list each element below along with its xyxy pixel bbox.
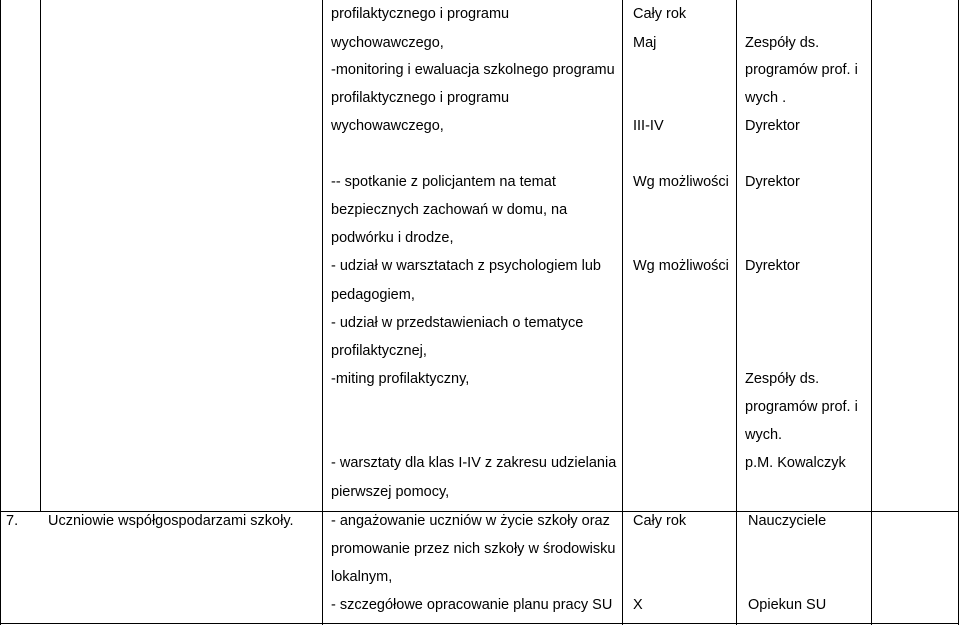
term-cell: Maj: [633, 35, 657, 51]
row-number: 7.: [6, 513, 19, 529]
responsible-cell: programów prof. i: [745, 399, 858, 415]
plan-text-line: - udział w przedstawieniach o tematyce: [331, 315, 584, 331]
responsible-cell: Dyrektor: [745, 118, 800, 134]
plan-text-line: lokalnym,: [331, 569, 393, 585]
plan-text-line: - udział w warsztatach z psychologiem lub: [331, 258, 601, 274]
plan-text-line: -- spotkanie z policjantem na temat: [331, 174, 556, 190]
term-cell: Cały rok: [633, 6, 687, 22]
table-border-col5: [871, 0, 872, 625]
task-name: Uczniowie współgospodarzami szkoły.: [48, 513, 294, 529]
plan-text-line: profilaktycznej,: [331, 343, 427, 359]
plan-text-line: -monitoring i ewaluacja szkolnego programu: [331, 62, 615, 78]
plan-text-line: promowanie przez nich szkoły w środowisku: [331, 541, 616, 557]
plan-text-line: - warsztaty dla klas I-IV z zakresu udzielania: [331, 455, 617, 471]
plan-text-line: profilaktycznego i programu: [331, 6, 510, 22]
plan-text-line: podwórku i drodze,: [331, 230, 454, 246]
plan-text-line: -miting profilaktyczny,: [331, 371, 470, 387]
term-cell: X: [633, 597, 643, 613]
term-cell: III-IV: [633, 118, 664, 134]
responsible-cell: wych .: [745, 90, 787, 106]
plan-text-line: - angażowanie uczniów w życie szkoły oraz: [331, 513, 610, 529]
plan-text-line: bezpiecznych zachowań w domu, na: [331, 202, 568, 218]
responsible-cell: Dyrektor: [745, 258, 800, 274]
table-border-left: [0, 0, 1, 625]
table-border-col2: [322, 0, 323, 625]
responsible-cell: wych.: [745, 427, 783, 443]
term-cell: Wg możliwości: [633, 174, 729, 190]
table-bottom: [0, 623, 959, 624]
table-border-right: [958, 0, 959, 625]
responsible-cell: p.M. Kowalczyk: [745, 455, 846, 471]
plan-text-line: wychowawczego,: [331, 118, 444, 134]
responsible-cell: Zespóły ds.: [745, 35, 820, 51]
responsible-cell: programów prof. i: [745, 62, 858, 78]
plan-text-line: wychowawczego,: [331, 35, 444, 51]
term-cell: Cały rok: [633, 513, 687, 529]
responsible-cell: Zespóły ds.: [745, 371, 820, 387]
responsible-cell: Opiekun SU: [748, 597, 827, 613]
responsible-cell: Nauczyciele: [748, 513, 827, 529]
plan-text-line: pedagogiem,: [331, 287, 415, 303]
table-border-col3: [622, 0, 623, 625]
table-border-col4: [736, 0, 737, 625]
responsible-cell: Dyrektor: [745, 174, 800, 190]
plan-text-line: - szczegółowe opracowanie planu pracy SU: [331, 597, 613, 613]
plan-text-line: pierwszej pomocy,: [331, 484, 450, 500]
term-cell: Wg możliwości: [633, 258, 729, 274]
plan-text-line: profilaktycznego i programu: [331, 90, 510, 106]
table-border-col1: [40, 0, 41, 512]
